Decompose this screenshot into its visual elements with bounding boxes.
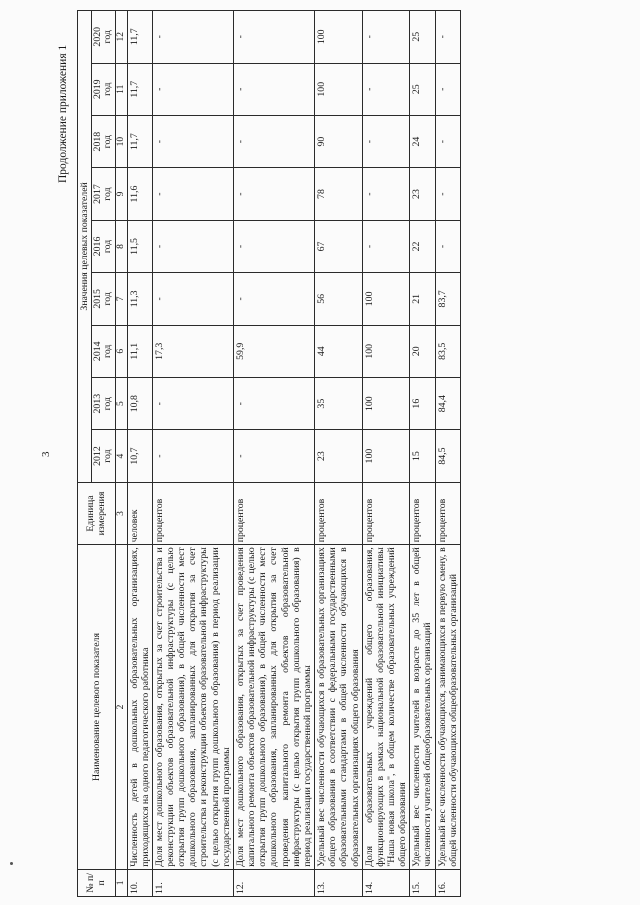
value-cell: - [233,377,314,429]
value-cell: 17,3 [152,325,233,377]
header-column-index: 6 [115,325,127,377]
value-cell: - [435,11,460,64]
value-cell: - [362,220,410,272]
value-cell: - [362,115,410,167]
header-year-unit: год [102,82,114,96]
header-year [92,11,116,64]
value-cell: 67 [315,220,363,272]
value-cell: 11,7 [127,63,152,115]
header-year-value: 2019 [92,79,104,100]
value-cell: - [152,168,233,220]
header-year-unit: год [102,344,114,358]
header-year-value: 2014 [92,341,104,362]
header-year-value: 2017 [92,184,104,204]
value-cell: 16 [410,377,435,429]
header-year [92,220,116,272]
value-cell: 100 [315,63,363,115]
header-column-index: 7 [115,273,127,325]
indicator-name: Доля мест дошкольного образования, открытых за счет проведения капитального ремонта объектов образовательной инфраструктуры (с целью открытия групп дошкольного образования), в общей численности мест дошкольного образования, запланированных для открытия за счет проведения капитального ремонта объектов образовательной инфраструктуры (с целью открытия групп дошкольного образования) в период реализации государственной программы [233,545,314,870]
value-cell: 11,7 [127,115,152,167]
header-year-unit: год [102,30,114,44]
value-cell: 11,5 [127,220,152,272]
value-cell: 11,6 [127,168,152,220]
row-number: 10. [127,869,152,896]
row-number: 13. [315,869,363,896]
value-cell: - [435,63,460,115]
value-cell: 23 [410,168,435,220]
value-cell: 25 [410,63,435,115]
row-number: 12. [233,869,314,896]
value-cell: 23 [315,430,363,482]
value-cell: 100 [362,273,410,325]
value-cell: - [152,63,233,115]
header-index-row [115,11,127,897]
header-column-index: 4 [115,430,127,482]
header-values-group: Значения целевых показателей [78,11,92,483]
table-row [362,11,410,897]
row-number: 14. [362,869,410,896]
row-number: 11. [152,869,233,896]
header-year-unit: год [102,292,114,306]
value-cell: - [152,115,233,167]
indicator-name: Численность детей в дошкольных образовательных организациях, приходящихся на одного педагогического работника [127,545,152,870]
value-cell: 83,7 [435,273,460,325]
value-cell: - [233,168,314,220]
value-cell: 10,7 [127,430,152,482]
header-year-value: 2013 [92,393,104,414]
value-cell: - [152,11,233,64]
value-cell: - [233,430,314,482]
value-cell: 25 [410,11,435,64]
value-cell: - [233,63,314,115]
unit-cell: процентов [362,482,410,544]
value-cell: 11,7 [127,11,152,64]
unit-cell: процентов [315,482,363,544]
indicators-table [77,10,461,897]
value-cell: 20 [410,325,435,377]
value-cell: 21 [410,273,435,325]
table-row [410,11,435,897]
value-cell: 83,5 [435,325,460,377]
indicator-name: Доля образовательных учреждений общего образования, функционирующих в рамках национальной образовательной инициативы "Наша новая школа", в общем количестве образовательных учреждений общего образования [362,545,410,870]
header-year-value: 2020 [92,26,104,47]
unit-cell: человек [127,482,152,544]
value-cell: 15 [410,430,435,482]
indicator-name: Удельный вес численности учителей в возрасте до 35 лет в общей численности учителей общеобразовательных организаций [410,545,435,870]
table-row [315,11,363,897]
value-cell: 35 [315,377,363,429]
value-cell: 100 [362,430,410,482]
value-cell: 24 [410,115,435,167]
table-row [152,11,233,897]
value-cell: - [152,220,233,272]
header-year [92,325,116,377]
header-year-unit: год [102,239,114,254]
header-column-index: 8 [115,220,127,272]
value-cell: 100 [362,325,410,377]
value-cell: - [435,220,460,272]
header-column-index: 9 [115,168,127,220]
header-number: № п/п [78,869,116,896]
header-column-index: 3 [115,482,127,544]
header-column-index: 12 [115,11,127,64]
value-cell: 56 [315,273,363,325]
value-cell: 59,9 [233,325,314,377]
header-column-index: 11 [115,63,127,115]
header-year-unit: год [102,134,114,149]
header-year-value: 2016 [92,236,104,257]
unit-cell: процентов [410,482,435,544]
header-column-index: 5 [115,377,127,429]
indicator-name: Удельный вес численности обучающихся, занимающихся в первую смену, в общей численности обучающихся общеобразовательных организаций [435,545,460,870]
header-unit: Единица измерения [78,482,116,544]
table-body [127,11,460,897]
header-year [92,168,116,220]
value-cell: - [233,115,314,167]
indicator-name: Удельный вес численности обучающихся в образовательных организациях общего образования в соответствии с федеральными государственными образовательными стандартами в общей численности обучающихся в образовательных организациях общего образования [315,545,363,870]
page-number: 3 [40,451,52,457]
unit-cell: процентов [435,482,460,544]
value-cell: - [435,168,460,220]
value-cell: 10,8 [127,377,152,429]
value-cell: - [233,11,314,64]
indicator-name: Доля мест дошкольного образования, открытых за счет строительства и реконструкции объектов образовательной инфраструктуры (с целью открытия групп дошкольного образования), в общей численности мест дошкольного образования, запланированных для открытия за счет строительства и реконструкции объектов образовательной инфраструктуры (с целью открытия групп дошкольного образования) в период реализации государственной программы [152,545,233,870]
header-year-unit: год [102,449,114,463]
value-cell: - [362,63,410,115]
unit-cell: процентов [233,482,314,544]
header-year-unit: год [102,396,114,411]
header-year-value: 2012 [92,446,104,466]
value-cell: 11,3 [127,273,152,325]
value-cell: - [152,273,233,325]
header-column-index: 1 [115,869,127,896]
row-number: 15. [410,869,435,896]
value-cell: 100 [315,11,363,64]
header-year [92,377,116,429]
value-cell: 22 [410,220,435,272]
value-cell: - [152,430,233,482]
header-year [92,115,116,167]
value-cell: 100 [362,377,410,429]
value-cell: - [152,377,233,429]
header-year [92,430,116,482]
header-year [92,273,116,325]
table-row [435,11,460,897]
value-cell: - [435,115,460,167]
value-cell: 84,4 [435,377,460,429]
scan-speck [10,862,13,865]
value-cell: 84,5 [435,430,460,482]
table-row [233,11,314,897]
header-indicator-name: Наименование целевого показателя [78,545,116,870]
header-column-index: 2 [115,545,127,870]
table-row [127,11,152,897]
unit-cell: процентов [152,482,233,544]
row-number: 16. [435,869,460,896]
value-cell: - [233,220,314,272]
header-year-unit: год [102,187,114,201]
value-cell: - [362,168,410,220]
continuation-label: Продолжение приложения 1 [57,44,69,183]
value-cell: 11,1 [127,325,152,377]
value-cell: - [362,11,410,64]
value-cell: 78 [315,168,363,220]
header-column-index: 10 [115,115,127,167]
header-year [92,63,116,115]
value-cell: 44 [315,325,363,377]
value-cell: 90 [315,115,363,167]
header-year-value: 2018 [92,131,104,152]
value-cell: - [233,273,314,325]
header-year-value: 2015 [92,289,104,309]
